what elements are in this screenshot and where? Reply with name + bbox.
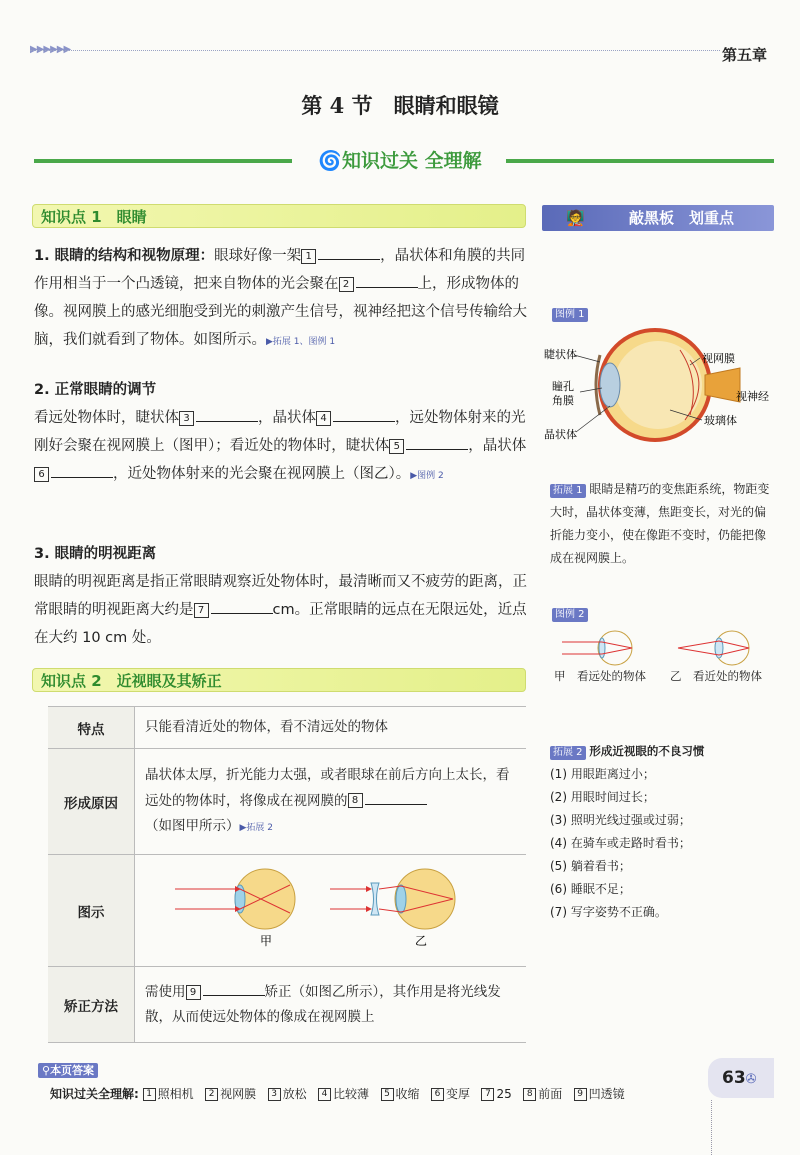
answer-6: 变厚 [445, 1087, 470, 1101]
focus-caption-a: 甲 看远处的物体 [554, 669, 646, 683]
label-vitreous: 玻璃体 [704, 414, 737, 427]
eye-near-view [678, 631, 749, 665]
blank-5[interactable] [406, 433, 468, 450]
header-rule [30, 50, 720, 51]
row-header-diagram: 图示 [48, 855, 135, 967]
table-row [48, 749, 526, 855]
page-edge-rule [711, 1100, 712, 1155]
answer-9: 凹透镜 [588, 1087, 625, 1101]
extension-ref: ▶拓展 1、图例 1 [266, 337, 336, 347]
label-lens: 晶状体 [544, 428, 577, 441]
blank-number-2: 2 [339, 277, 354, 292]
myopia-eye-uncorrected [175, 869, 295, 929]
section-1: 1. 眼睛的结构和视物原理：眼球好像一架 1 ，晶状体和角膜的共同作用相当于一个凸透镜，把来自物体的光会聚在 2 上，形成物体的像。视网膜上的感光细胞受到光的刺激产生信号，视神经把这个信号传输给大脑，我们就看到了物体。如图所示。▶拓展 1、图例 1 [34, 242, 530, 356]
figure-1-tag: 图例 1 [552, 302, 588, 322]
label-nerve: 视神经 [736, 390, 769, 403]
header-arrows: ▶▶▶▶▶▶ [30, 44, 71, 55]
answer-8: 前面 [538, 1087, 563, 1101]
figure-2-tag: 图例 2 [552, 602, 588, 622]
section-3-heading: 3. 眼睛的明视距离 [34, 546, 157, 562]
sidebar-header: 🧑‍🏫 敲黑板 划重点 [542, 205, 774, 231]
myopia-diagram [145, 863, 505, 949]
swirl-icon: ✇ [745, 1072, 757, 1087]
knowledge-point-1-header: 知识点 1 眼睛 [32, 204, 526, 228]
key-icon: ⚲ [42, 1064, 51, 1077]
row-content-cause: 晶状体太厚，折光能力太强，或者眼球在前后方向上太长，看远处的物体时，将像成在视网膜的 8（如图甲所示）▶拓展 2 [135, 749, 527, 855]
blank-2[interactable] [356, 271, 418, 288]
label-retina: 视网膜 [702, 352, 735, 365]
row-content-correction: 需使用 9 矫正（如图乙所示），其作用是将光线发散，从而使远处物体的像成在视网膜上 [135, 967, 527, 1043]
answers-line: 知识过关全理解: 1 照相机 2 视网膜 3 放松 4 比较薄 5 收缩 6 变厚 7 25 8 前面 9 凹透镜 [50, 1087, 625, 1101]
page-title: 第 4 节 眼睛和眼镜 [301, 93, 499, 118]
diagram-label-a: 甲 [260, 934, 273, 948]
answer-3: 放松 [282, 1087, 307, 1101]
concave-lens-icon [371, 883, 379, 915]
banner-rule-left [34, 159, 292, 163]
focus-caption-b: 乙 看近处的物体 [670, 669, 762, 683]
diagram-label-b: 乙 [415, 934, 428, 948]
list-item: (6) 睡眠不足； [550, 882, 631, 896]
answer-5: 收缩 [395, 1087, 420, 1101]
label-cornea: 角膜 [552, 394, 574, 407]
section-3: 3. 眼睛的明视距离 眼睛的明视距离是指正常眼睛观察近处物体时，最清晰而又不疲劳的距离，正常眼睛的明视距离大约是 7 cm。正常眼睛的远点在无限远处，近点在大约 10 cm 处。 [34, 546, 527, 646]
section-1-heading: 1. 眼睛的结构和视物原理： [34, 248, 215, 264]
blank-8[interactable] [365, 788, 427, 805]
answer-4: 比较薄 [333, 1087, 370, 1101]
blank-1[interactable] [318, 243, 380, 260]
blank-number-1: 1 [301, 249, 316, 264]
myopia-table [48, 706, 526, 1043]
section-banner: 🌀知识过关 全理解 [318, 150, 482, 172]
answer-1: 照相机 [157, 1087, 194, 1101]
answer-2: 视网膜 [220, 1087, 257, 1101]
list-item: (4) 在骑车或走路时看书； [550, 836, 691, 850]
myopia-eye-corrected [330, 869, 455, 929]
extension-1: 拓展 1 眼睛是精巧的变焦距系统，物距变大时，晶状体变薄，焦距变长，对光的偏折能力变小，使在像距不变时，仍能把像成在视网膜上。 [550, 482, 770, 565]
eye-far-view [562, 631, 632, 665]
answer-7: 25 [496, 1087, 512, 1101]
table-row [48, 855, 526, 967]
section-2: 2. 正常眼睛的调节 看远处物体时，睫状体 3 ，晶状体 4 ，远处物体射来的光刚好会聚在视网膜上（图甲）；看近处的物体时，睫状体 5 ，晶状体6 ，近处物体射来的光会聚在视网膜上（图乙）。▶图例 2 [34, 382, 527, 482]
table-row [48, 967, 526, 1043]
row-content-diagram [135, 855, 527, 967]
swirl-icon: 🌀 [318, 150, 343, 172]
answers-tag: ⚲本页答案 [38, 1063, 98, 1078]
blank-6[interactable] [51, 461, 113, 478]
eye-anatomy-diagram [540, 320, 775, 450]
blank-9[interactable] [203, 979, 265, 996]
knowledge-point-2-header: 知识点 2 近视眼及其矫正 [32, 668, 526, 692]
row-content-feature: 只能看清近处的物体，看不清远处的物体 [135, 707, 527, 749]
row-header-correction: 矫正方法 [48, 967, 135, 1043]
figure-ref: ▶图例 2 [410, 471, 444, 481]
section-2-heading: 2. 正常眼睛的调节 [34, 382, 157, 398]
list-item: (1) 用眼距离过小； [550, 767, 655, 781]
label-pupil: 瞳孔 [552, 380, 574, 393]
blank-7[interactable] [211, 597, 273, 614]
extension-2: 拓展 2 形成近视眼的不良习惯 (1) 用眼距离过小； (2) 用眼时间过长； (3) 照明光线过强或过弱； (4) 在骑车或走路时看书； (5) 躺着看书； (6) 睡眠不足； (7) 写字姿势不正确。 [550, 740, 772, 924]
banner-rule-right [506, 159, 774, 163]
row-header-cause: 形成原因 [48, 749, 135, 855]
page-number: 63✇ [708, 1058, 774, 1098]
blank-4[interactable] [333, 405, 395, 422]
list-item: (2) 用眼时间过长； [550, 790, 655, 804]
list-item: (5) 躺着看书； [550, 859, 631, 873]
focus-diagram [560, 628, 770, 668]
blank-3[interactable] [196, 405, 258, 422]
teacher-icon: 🧑‍🏫 [566, 209, 585, 227]
table-row [48, 707, 526, 749]
list-item: (3) 照明光线过强或过弱； [550, 813, 691, 827]
row-header-feature: 特点 [48, 707, 135, 749]
chapter-label: 第五章 [722, 46, 768, 64]
label-ciliary: 睫状体 [544, 348, 577, 361]
list-item: (7) 写字姿势不正确。 [550, 905, 667, 919]
